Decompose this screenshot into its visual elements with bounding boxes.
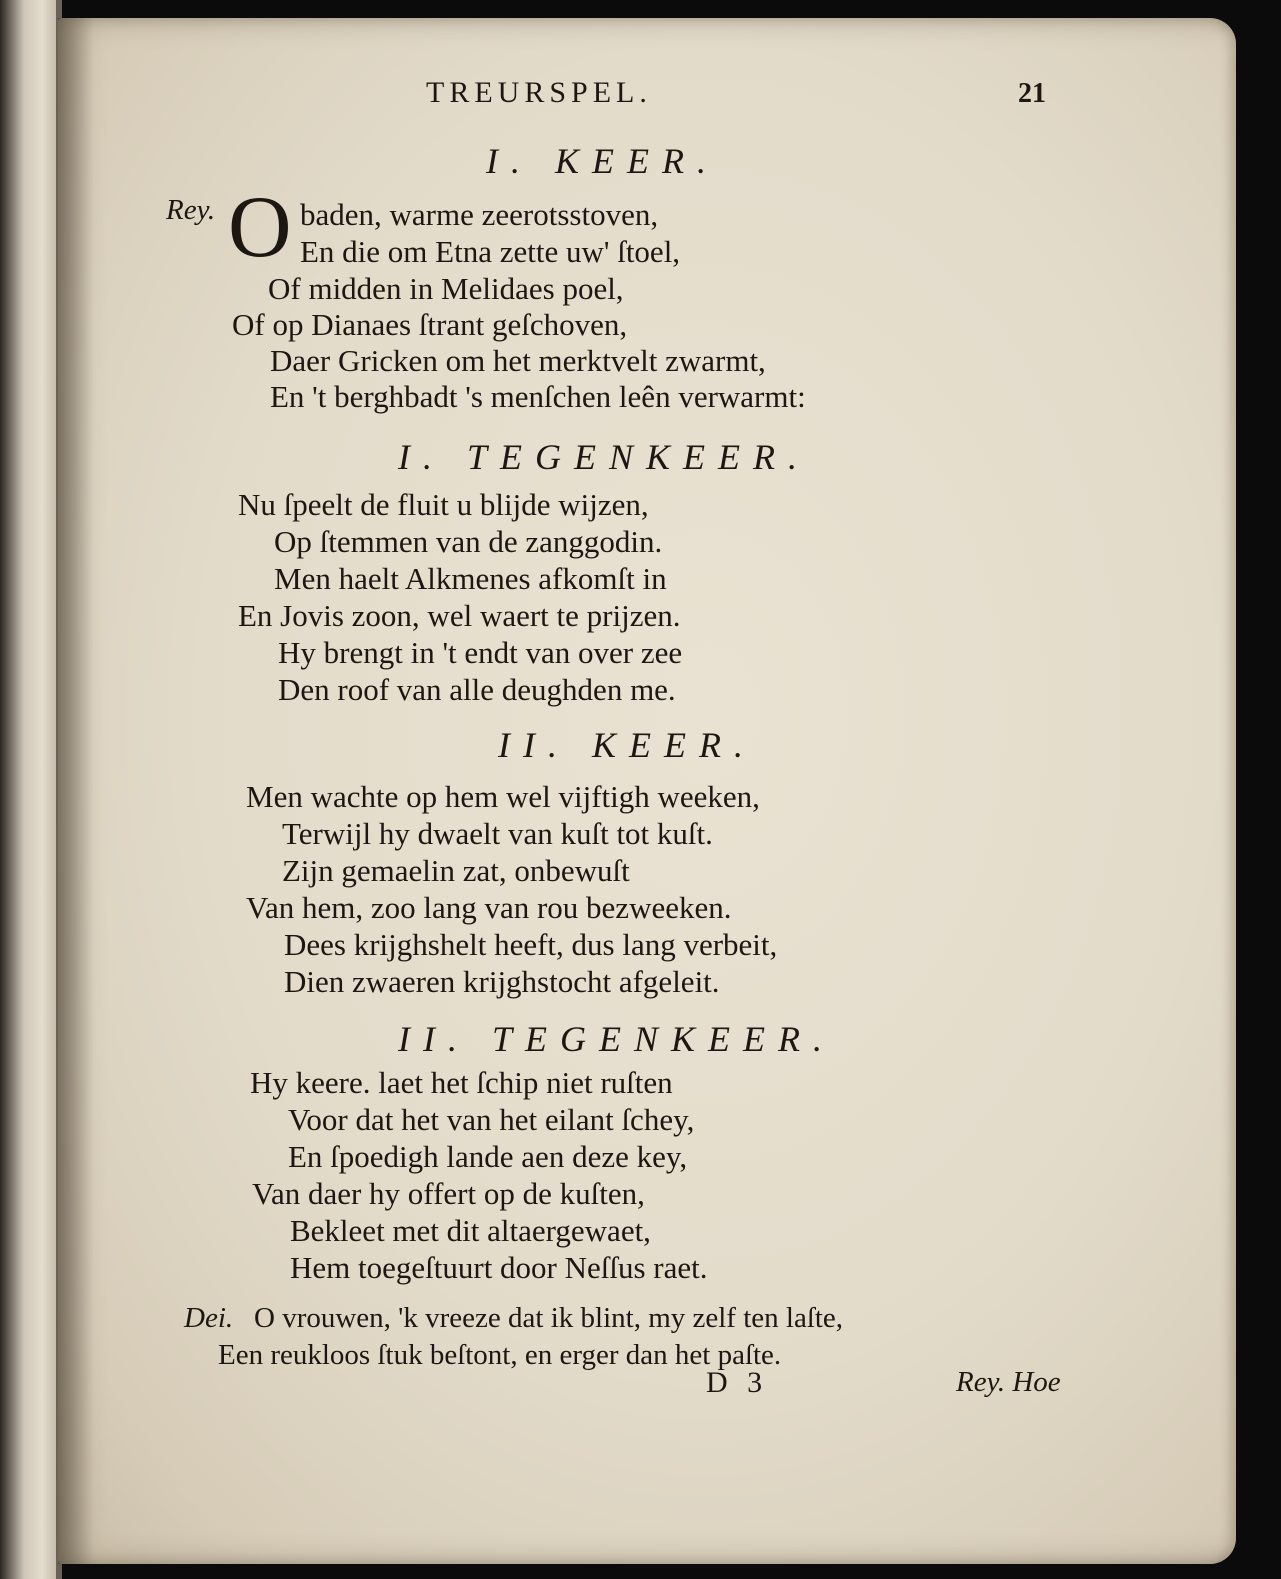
verse-line: Op ſtemmen van de zanggodin. bbox=[274, 524, 663, 559]
verse-line: baden, warme zeerotsstoven, bbox=[300, 197, 659, 232]
verse-line: Men haelt Alkmenes afkomſt in bbox=[274, 561, 667, 596]
dialogue-line: Een reukloos ſtuk beſtont, en erger dan het paſte. bbox=[218, 1339, 782, 1371]
section-heading-tegenkeer-2: II. TEGENKEER. bbox=[398, 1019, 835, 1059]
section-heading-tegenkeer-1: I. TEGENKEER. bbox=[398, 437, 810, 477]
verse-line: Hem toegeſtuurt door Neſſus raet. bbox=[290, 1250, 708, 1285]
verse-line: Of midden in Melidaes poel, bbox=[268, 271, 624, 306]
verse-line: Dien zwaeren krijghstocht afgeleit. bbox=[284, 964, 720, 999]
verse-line: Hy keere. laet het ſchip niet ruſten bbox=[250, 1065, 673, 1100]
binding-shadow bbox=[58, 18, 94, 1564]
section-heading-keer-2: II. KEER. bbox=[498, 725, 756, 765]
verse-line: En Jovis zoon, wel waert te prijzen. bbox=[238, 598, 681, 633]
verse-line: En die om Etna zette uw' ſtoel, bbox=[300, 234, 681, 269]
verse-line: Van hem, zoo lang van rou bezweeken. bbox=[246, 890, 732, 925]
verse-line: En ſpoedigh lande aen deze key, bbox=[288, 1139, 688, 1174]
page-number: 21 bbox=[1018, 78, 1046, 109]
verse-line: Voor dat het van het eilant ſchey, bbox=[288, 1102, 695, 1137]
catchword: Rey. Hoe bbox=[956, 1366, 1061, 1398]
running-head: TREURSPEL. bbox=[426, 76, 652, 109]
facing-page-edge bbox=[0, 0, 60, 1579]
verse-line: Men wachte op hem wel vijftigh weeken, bbox=[246, 779, 760, 814]
verse-line: Nu ſpeelt de fluit u blijde wijzen, bbox=[238, 487, 649, 522]
drop-cap: O bbox=[228, 179, 292, 276]
verse-line: Daer Gricken om het merktvelt zwarmt, bbox=[270, 343, 766, 378]
section-heading-keer-1: I. KEER. bbox=[486, 141, 719, 181]
verse-line: Hy brengt in 't endt van over zee bbox=[278, 635, 683, 670]
verse-line: Of op Dianaes ſtrant geſchoven, bbox=[232, 307, 628, 342]
verse-line: Den roof van alle deughden me. bbox=[278, 672, 676, 707]
verse-line: Bekleet met dit altaergewaet, bbox=[290, 1213, 651, 1248]
signature-mark: D 3 bbox=[706, 1366, 769, 1399]
verse-line: Terwijl hy dwaelt van kuſt tot kuſt. bbox=[282, 816, 713, 851]
verse-line: En 't berghbadt 's menſchen leên verwarmt: bbox=[270, 379, 806, 414]
verse-line: Van daer hy offert op de kuſten, bbox=[252, 1176, 645, 1211]
verse-line: Zijn gemaelin zat, onbewuſt bbox=[282, 853, 630, 888]
speaker-label-rey: Rey. bbox=[166, 194, 216, 226]
verse-line: Dees krijghshelt heeft, dus lang verbeit, bbox=[284, 927, 778, 962]
dialogue-line: O vrouwen, 'k vreeze dat ik blint, my zelf ten laſte, bbox=[254, 1302, 844, 1334]
speaker-label-dei: Dei. bbox=[184, 1302, 234, 1334]
